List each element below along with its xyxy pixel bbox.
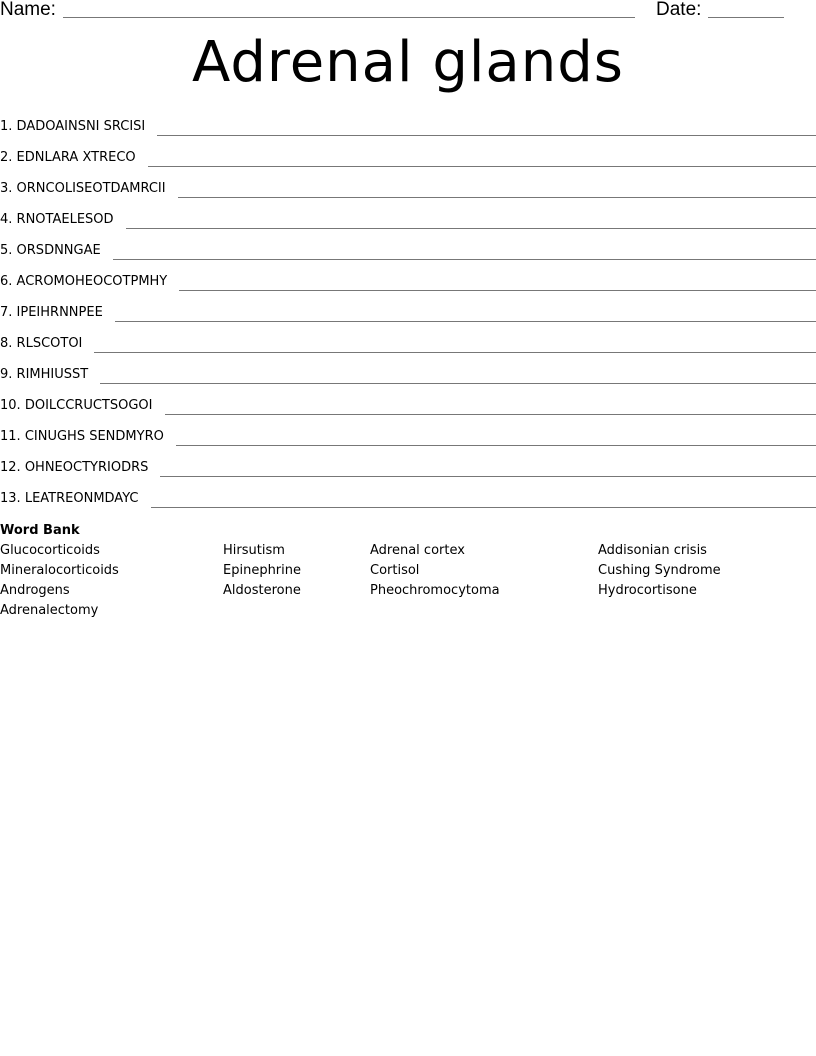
clue-item [0,452,816,483]
clue-number: 2. [0,150,13,165]
word-bank [0,522,816,632]
clue-item [0,483,816,514]
clue-item [0,142,816,173]
worksheet-title: Adrenal glands [192,30,624,95]
name-field-line[interactable] [63,17,635,18]
clue-number: 12. [0,460,21,475]
answer-line[interactable] [157,134,816,136]
clue-number: 10. [0,398,21,413]
word-bank-word: Pheochromocytoma [370,583,500,598]
clue-scrambled-word: ORNCOLISEOTDAMRCII [16,181,166,196]
word-bank-word: Epinephrine [223,563,301,578]
clue-scrambled-word: RNOTAELESOD [16,212,114,227]
answer-line[interactable] [148,165,816,167]
clue-list [0,111,816,514]
clue-number: 6. [0,274,13,289]
word-bank-word: Mineralocorticoids [0,563,119,578]
answer-line[interactable] [100,382,816,384]
answer-line[interactable] [113,258,816,260]
worksheet-header [0,0,816,24]
clue-scrambled-word: IPEIHRNNPEE [16,305,103,320]
word-bank-column [370,542,500,602]
word-bank-grid [0,542,816,632]
date-label: Date: [656,0,702,20]
clue-number: 3. [0,181,13,196]
answer-line[interactable] [151,506,816,508]
clue-item [0,266,816,297]
clue-number: 7. [0,305,13,320]
clue-scrambled-word: RLSCOTOI [16,336,83,351]
clue-scrambled-word: DOILCCRUCTSOGOI [24,398,153,413]
word-bank-column [0,542,119,622]
word-bank-word: Cushing Syndrome [598,563,721,578]
clue-number: 5. [0,243,13,258]
answer-line[interactable] [178,196,816,198]
clue-item [0,235,816,266]
clue-scrambled-word: RIMHIUSST [16,367,89,382]
clue-item [0,359,816,390]
word-bank-word: Adrenalectomy [0,603,99,618]
date-field-line[interactable] [708,17,784,18]
clue-number: 13. [0,491,21,506]
clue-number: 9. [0,367,13,382]
clue-item [0,297,816,328]
word-bank-word: Glucocorticoids [0,543,100,558]
word-bank-word: Androgens [0,583,70,598]
clue-item [0,204,816,235]
clue-scrambled-word: DADOAINSNI SRCISI [16,119,146,134]
clue-number: 1. [0,119,13,134]
answer-line[interactable] [179,289,816,291]
clue-item [0,421,816,452]
word-bank-word: Aldosterone [223,583,301,598]
clue-scrambled-word: EDNLARA XTRECO [16,150,136,165]
word-bank-word: Addisonian crisis [598,543,707,558]
word-bank-word: Cortisol [370,563,420,578]
clue-item [0,173,816,204]
word-bank-word: Adrenal cortex [370,543,465,558]
clue-scrambled-word: ACROMOHEOCOTPMHY [16,274,168,289]
clue-item [0,111,816,142]
answer-line[interactable] [94,351,816,353]
clue-scrambled-word: OHNEOCTYRIODRS [24,460,149,475]
answer-line[interactable] [165,413,816,415]
answer-line[interactable] [115,320,816,322]
word-bank-word: Hirsutism [223,543,285,558]
clue-item [0,390,816,421]
clue-number: 8. [0,336,13,351]
name-label: Name: [0,0,56,20]
answer-line[interactable] [160,475,816,477]
clue-scrambled-word: ORSDNNGAE [16,243,101,258]
clue-item [0,328,816,359]
clue-number: 4. [0,212,13,227]
clue-scrambled-word: CINUGHS SENDMYRO [24,429,164,444]
clue-scrambled-word: LEATREONMDAYC [24,491,139,506]
word-bank-column [598,542,721,602]
word-bank-title: Word Bank [0,523,80,538]
word-bank-column [223,542,301,602]
clue-number: 11. [0,429,21,444]
answer-line[interactable] [176,444,816,446]
answer-line[interactable] [126,227,816,229]
word-bank-word: Hydrocortisone [598,583,697,598]
